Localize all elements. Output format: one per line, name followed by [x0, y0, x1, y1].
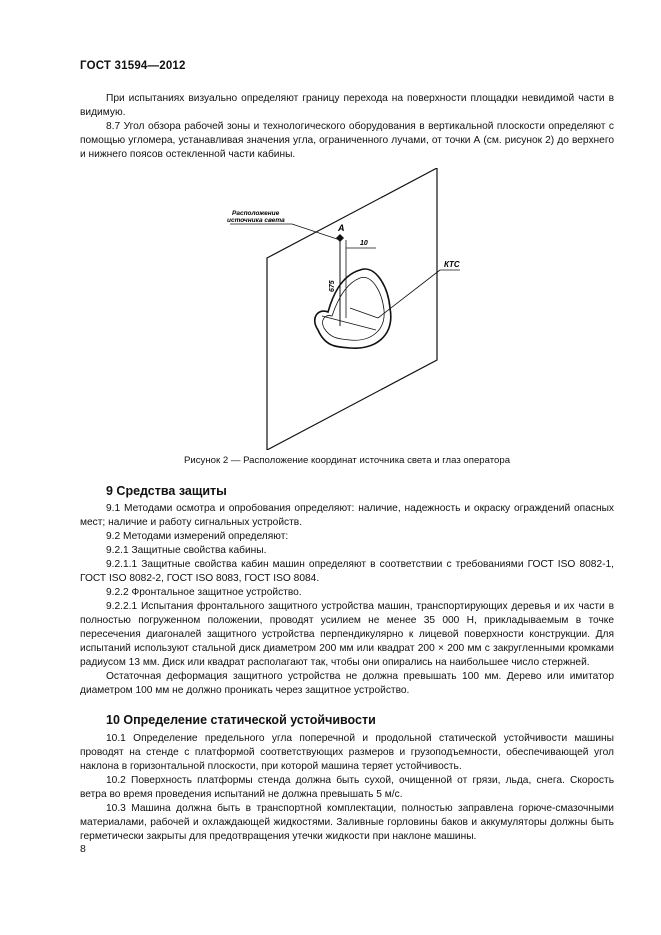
section-9-text: [80, 502, 614, 698]
paragraph: 10.1 Определение предельного угла поперечной и продольной статической устойчивости машины проводят на стенде с платформой соответствующих размеров и грузоподъемности, обеспечивающей угол наклона в горизонтальной плоскости, при которой машина теряет устойчивость.: [80, 733, 614, 772]
paragraph: 10.3 Машина должна быть в транспортной комплектации, полностью заправлена горюче-смазочными материалами, рабочей и охлаждающей жидкостями. Заливные горловины баков и аккумуляторы должны быть герметически закрыты для предотвращения утечки жидкости при наклоне машины.: [80, 803, 614, 842]
paragraph: 10.2 Поверхность платформы стенда должна быть сухой, очищенной от грязи, льда, снега. Скорость ветра во время проведения испытаний не должна превышать 5 м/с.: [80, 775, 614, 800]
figure-2-drawing: [200, 168, 460, 450]
paragraph: Остаточная деформация защитного устройства не должна превышать 100 мм. Дерево или имитатор диаметром 100 мм не должно проникать через защитное устройство.: [80, 671, 614, 696]
figure-2: [200, 168, 460, 450]
label-light-source: Расположение: [232, 210, 280, 217]
paragraph: 9.1 Методами осмотра и опробования определяют: наличие, надежность и окраску ограждений опасных мест; наличие и работу сигнальных устройств.: [80, 503, 614, 528]
paragraph: 9.2 Методами измерений определяют:: [106, 531, 289, 542]
figure-caption: Рисунок 2 — Расположение координат источника света и глаз оператора: [183, 455, 511, 466]
section-10-text: [80, 732, 614, 844]
intro-text: [80, 92, 614, 162]
label-dim-675: 675: [329, 280, 336, 292]
document-header: ГОСТ 31594—2012: [80, 60, 186, 72]
paragraph: 9.2.2 Фронтальное защитное устройство.: [106, 587, 302, 598]
paragraph: 9.2.1.1 Защитные свойства кабин машин определяют в соответствии с требованиями ГОСТ ISO 8082-1, ГОСТ ISO 8082-2, ГОСТ ISO 8083, ГОСТ ISO 8084.: [80, 559, 614, 584]
page-number: 8: [80, 843, 86, 855]
paragraph: 9.2.1 Защитные свойства кабины.: [106, 545, 267, 556]
label-a: А: [338, 223, 345, 233]
paragraph: При испытаниях визуально определяют границу перехода на поверхности площадки невидимой части в видимую.: [80, 93, 614, 118]
section-10-title: 10 Определение статической устойчивости: [106, 713, 376, 727]
point-a: [336, 234, 344, 242]
axis-line: [322, 316, 376, 330]
label-light-source-2: источника света: [227, 217, 285, 224]
label-ktc: КТС: [444, 260, 460, 269]
axis-line: [350, 308, 378, 318]
paragraph: 8.7 Угол обзора рабочей зоны и технологического оборудования в вертикальной плоскости определяют с помощью угломера, устанавливая значения угла, ограниченного лучами, от точки А (см. рисунок 2) до верхнего и нижнего поясов остекленной части кабины.: [80, 121, 614, 160]
leader-light: [292, 224, 340, 240]
section-9-title: 9 Средства защиты: [106, 484, 227, 498]
paragraph: 9.2.2.1 Испытания фронтального защитного устройства машин, транспортирующих деревья и их части в полностью погруженном положении, проводят усилием не менее 35 000 Н, прикладываемым в точке пересечения диагоналей защитного устройства перпендикулярно к лицевой поверхности конструкции. Для испытаний используют стальной диск диаметром 200 мм или квадрат 200 × 200 мм с закругленными кромками радиусом 13 мм. Диск или квадрат располагают так, чтобы они опирались на наибольшее число стержней.: [80, 601, 614, 668]
label-dim-10: 10: [360, 240, 368, 247]
